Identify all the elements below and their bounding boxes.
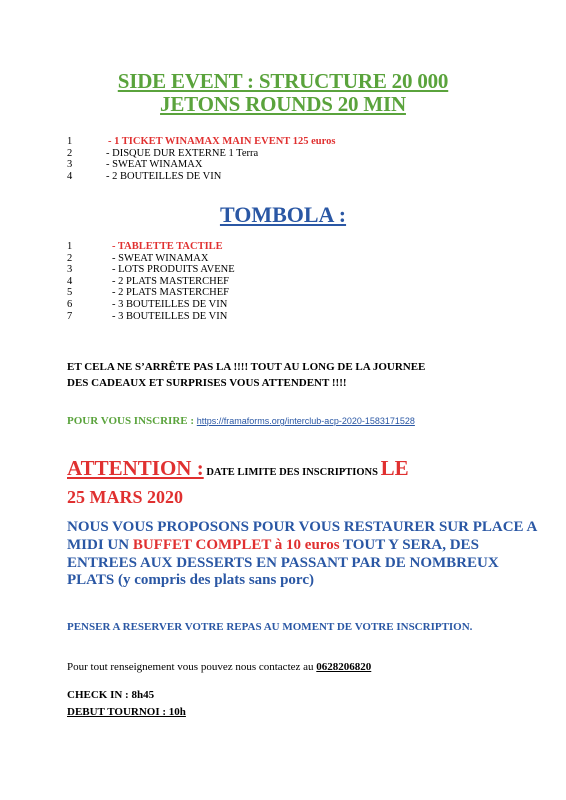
list-item-number: 4	[67, 170, 73, 182]
inscription-link[interactable]: https://framaforms.org/interclub-acp-2020-1583171528	[196, 416, 415, 426]
list-item-number: 2	[67, 147, 73, 159]
side-event-title-line2: JETONS ROUNDS 20 MIN	[160, 92, 406, 116]
list-item	[67, 287, 507, 299]
inscription-line	[67, 414, 547, 428]
list-item-text: - LOTS PRODUITS AVENE	[112, 264, 235, 276]
list-item-text: - 3 BOUTEILLES DE VIN	[112, 298, 228, 310]
list-item-number: 3	[67, 264, 73, 276]
attention-label: ATTENTION :	[67, 456, 204, 480]
list-item	[67, 159, 507, 171]
list-item-number: 4	[67, 275, 73, 287]
attention-block	[67, 456, 547, 511]
list-item-text: - 2 PLATS MASTERCHEF	[112, 275, 229, 287]
side-event-prize-list	[67, 136, 507, 182]
reservation-reminder: PENSER A RESERVER VOTRE REPAS AU MOMENT DE VOTRE INSCRIPTION.	[67, 621, 473, 633]
list-item-number: 7	[67, 310, 73, 322]
list-item-text: - 1 TICKET WINAMAX MAIN EVENT 125 euros	[108, 136, 336, 147]
extra-surprises-text	[67, 360, 537, 391]
restauration-part2: TOUT Y SERA, DES ENTREES AUX DESSERTS EN PASSANT PAR DE NOMBREUX PLATS (y compris des plats sans porc)	[67, 536, 499, 589]
list-item-text: - 2 BOUTEILLES DE VIN	[106, 170, 222, 182]
list-item-text: - SWEAT WINAMAX	[106, 159, 203, 171]
list-item	[67, 241, 507, 253]
list-item-text: - DISQUE DUR EXTERNE 1 Terra	[106, 147, 259, 159]
list-item-text: - 3 BOUTEILLES DE VIN	[112, 310, 228, 322]
extra-line1: ET CELA NE S’ARRÊTE PAS LA !!!! TOUT AU LONG DE LA JOURNEE	[67, 361, 426, 373]
inscription-label: POUR VOUS INSCRIRE :	[67, 415, 197, 427]
list-item	[67, 311, 507, 323]
contact-line	[67, 660, 537, 674]
list-item-number: 3	[67, 159, 73, 171]
list-item	[67, 171, 507, 183]
contact-phone: 0628206820	[316, 661, 372, 673]
tombola-title: TOMBOLA :	[219, 202, 347, 227]
list-item-number: 1	[67, 241, 73, 252]
side-event-title-line1: SIDE EVENT : STRUCTURE 20 000	[117, 69, 449, 93]
list-item-number: 5	[67, 287, 73, 299]
side-event-title	[0, 70, 566, 116]
contact-text: Pour tout renseignement vous pouvez nous contactez au	[67, 661, 317, 673]
restauration-text	[67, 519, 537, 590]
buffet-price: BUFFET COMPLET à 10 euros	[132, 536, 340, 553]
list-item	[67, 299, 507, 311]
list-item	[67, 136, 507, 148]
check-in-time: CHECK IN : 8h45	[67, 689, 155, 701]
list-item-text: - 2 PLATS MASTERCHEF	[112, 287, 229, 299]
list-item	[67, 264, 507, 276]
list-item	[67, 148, 507, 160]
tournament-start-time: DEBUT TOURNOI : 10h	[67, 706, 186, 718]
list-item-number: 1	[67, 136, 73, 147]
deadline-date: 25 MARS 2020	[67, 487, 183, 507]
list-item-text: - SWEAT WINAMAX	[112, 252, 209, 264]
extra-line2: DES CADEAUX ET SURPRISES VOUS ATTENDENT !!!!	[67, 376, 347, 389]
restauration-part1: NOUS VOUS PROPOSONS POUR VOUS RESTAURER SUR PLACE A MIDI UN	[67, 519, 537, 553]
deadline-text: DATE LIMITE DES INSCRIPTIONS	[203, 467, 381, 478]
list-item	[67, 276, 507, 288]
list-item-number: 2	[67, 252, 73, 264]
tombola-prize-list	[67, 241, 507, 322]
list-item-number: 6	[67, 298, 73, 310]
list-item-text: - TABLETTE TACTILE	[112, 241, 223, 252]
deadline-le: LE	[380, 456, 409, 480]
list-item	[67, 253, 507, 265]
